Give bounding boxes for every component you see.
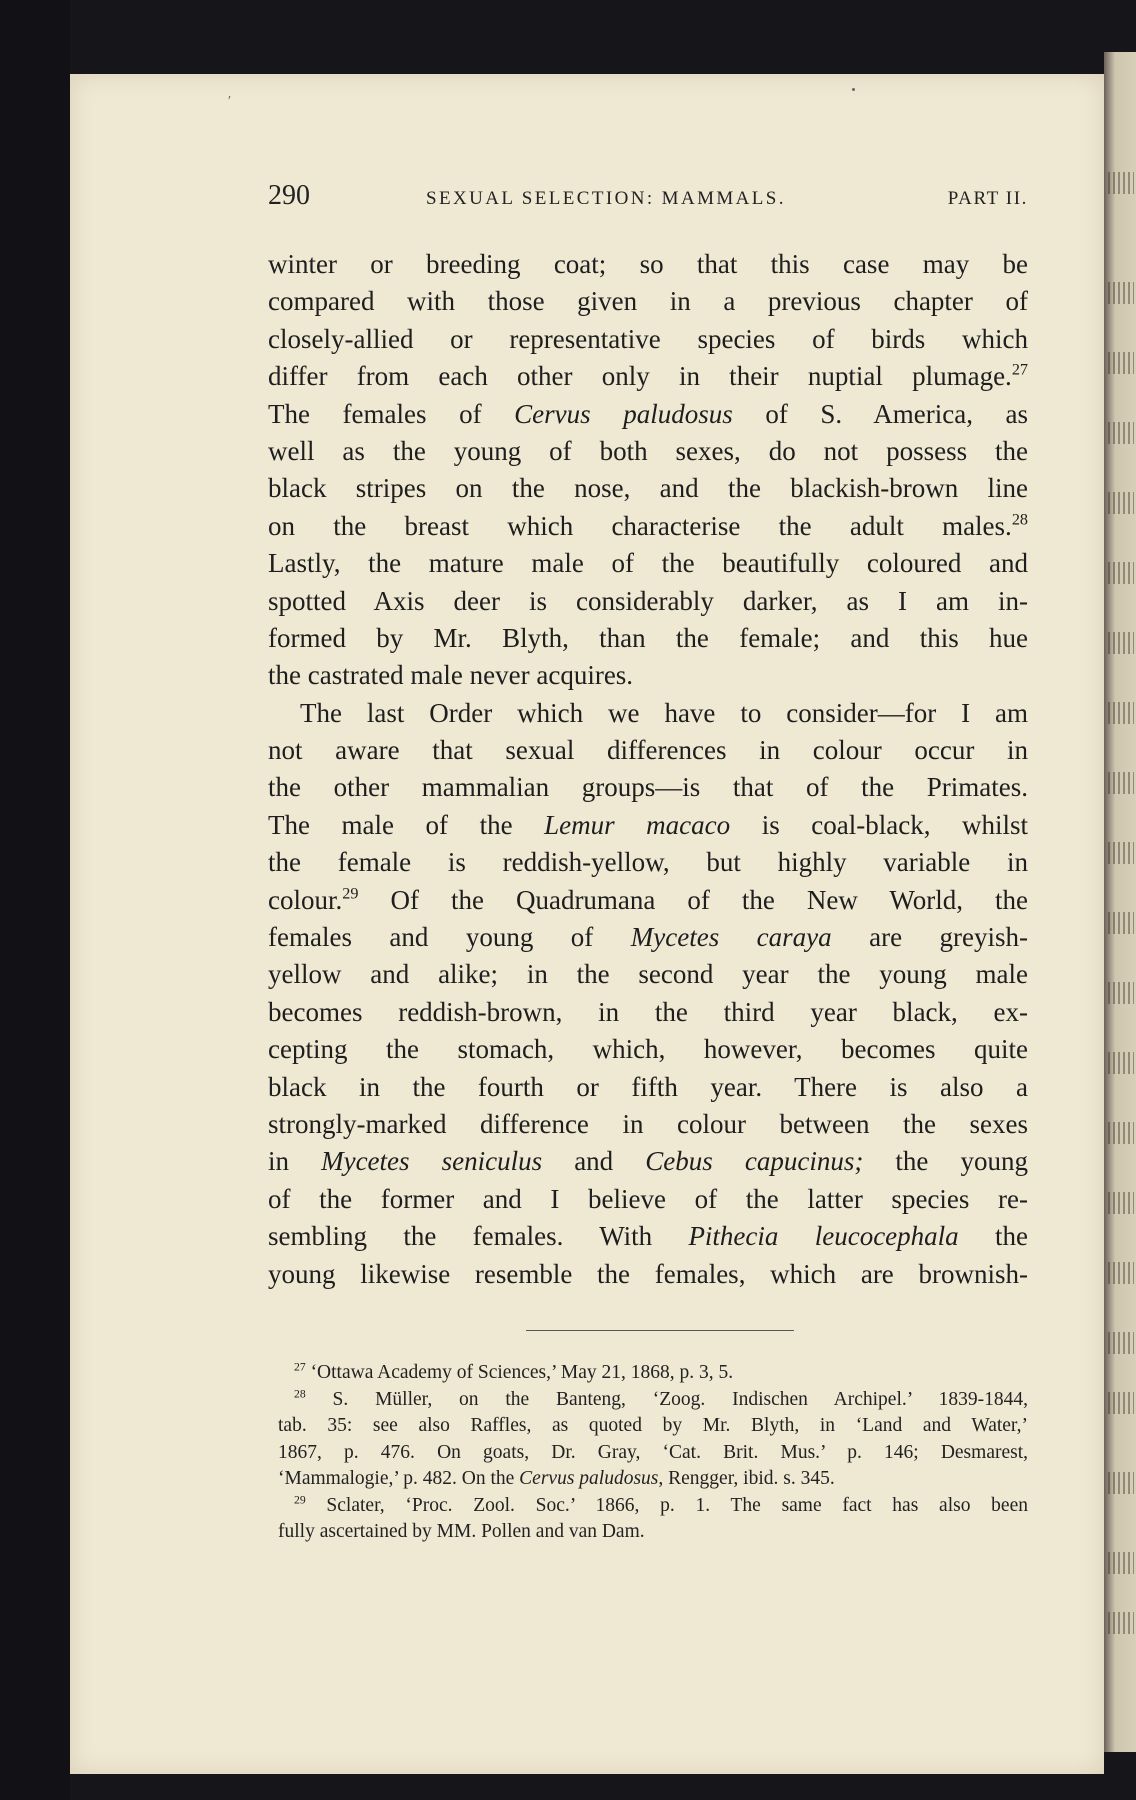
footnotes	[278, 1360, 1028, 1546]
text-line: strongly-marked difference in colour between the sexes	[268, 1108, 1028, 1139]
text-line: the other mammalian groups—is that of the Primates.	[268, 772, 1028, 803]
footnote-line: fully ascertained by MM. Pollen and van Dam.	[278, 1521, 645, 1542]
text-line: closely-allied or representative species of birds which	[268, 323, 1028, 354]
footnote-line: tab. 35: see also Raffles, as quoted by Mr. Blyth, in ‘Land and Water,’	[278, 1415, 1028, 1436]
running-title: SEXUAL SELECTION: MAMMALS.	[426, 188, 786, 209]
text-line: young likewise resemble the females, which are brownish-	[268, 1258, 1028, 1289]
footnote-29: $^{29}$ Sclater, ‘Proc. Zool. Soc.’ 1866, p. 1. The same fact has also been	[294, 1492, 1028, 1516]
footnote-line: ‘Mammalogie,’ p. 482. On the Cervus paludosus, Rengger, ibid. s. 345.	[278, 1468, 835, 1489]
pencil-mark: ′	[228, 94, 232, 109]
text-line: the castrated male never acquires.	[268, 660, 634, 691]
text-line: on the breast which characterise the adult males.$^{28}$	[268, 510, 1028, 541]
adjacent-page-edge	[1104, 52, 1136, 1752]
text-line: well as the young of both sexes, do not possess the	[268, 435, 1028, 466]
text-line: The male of the Lemur macaco is coal-black, whilst	[268, 809, 1028, 840]
text-line: The last Order which we have to consider—for I am	[300, 697, 1028, 728]
speck	[852, 88, 855, 91]
text-line: of the former and I believe of the latter species re-	[268, 1183, 1028, 1214]
text-line: cepting the stomach, which, however, becomes quite	[268, 1034, 1028, 1065]
text-line: winter or breeding coat; so that this case may be	[268, 249, 1028, 279]
text-line: The females of Cervus paludosus of S. America, as	[268, 398, 1029, 429]
text-line: colour.$^{29}$ Of the Quadrumana of the New World, the	[268, 884, 1028, 915]
footnote-ref-27: 27	[1011, 360, 1028, 379]
footnote-ref-29: 29	[342, 884, 359, 903]
text-line: the female is reddish-yellow, but highly variable in	[268, 847, 1028, 878]
text-line: compared with those given in a previous chapter of	[268, 286, 1028, 317]
text-line: spotted Axis deer is considerably darker, as I am in-	[268, 585, 1028, 616]
text-line: Lastly, the mature male of the beautifully coloured and	[268, 548, 1028, 579]
part-label: PART II.	[947, 188, 1028, 209]
text-line: black stripes on the nose, and the blackish-brown line	[268, 473, 1028, 504]
text-line: not aware that sexual differences in colour occur in	[268, 735, 1028, 766]
footnote-ref-28: 28	[1011, 510, 1028, 529]
footnote-27: $^{27}$ ‘Ottawa Academy of Sciences,’ May 21, 1868, p. 3, 5.	[294, 1360, 734, 1383]
text-line: sembling the females. With Pithecia leucocephala the	[268, 1221, 1028, 1252]
text-line: differ from each other only in their nuptial plumage.$^{27}$	[268, 360, 1028, 392]
text-line: females and young of Mycetes caraya are greyish-	[268, 922, 1028, 953]
text-line: becomes reddish-brown, in the third year black, ex-	[268, 996, 1028, 1027]
running-head	[268, 180, 1028, 220]
page-number: 290	[268, 180, 310, 211]
footnote-separator	[526, 1330, 794, 1331]
text-line: black in the fourth or fifth year. There is also a	[268, 1071, 1028, 1102]
footnote-line: 1867, p. 476. On goats, Dr. Gray, ‘Cat. Brit. Mus.’ p. 146; Desmarest,	[278, 1441, 1028, 1463]
scan-background	[0, 0, 70, 1800]
text-line: yellow and alike; in the second year the young male	[268, 959, 1028, 990]
text-line: in Mycetes seniculus and Cebus capucinus; the young	[268, 1146, 1029, 1177]
body-text	[268, 246, 1028, 1293]
footnote-28: $^{28}$ S. Müller, on the Banteng, ‘Zoog. Indischen Archipel.’ 1839-1844,	[294, 1386, 1028, 1410]
text-line: formed by Mr. Blyth, than the female; and this hue	[268, 622, 1028, 653]
